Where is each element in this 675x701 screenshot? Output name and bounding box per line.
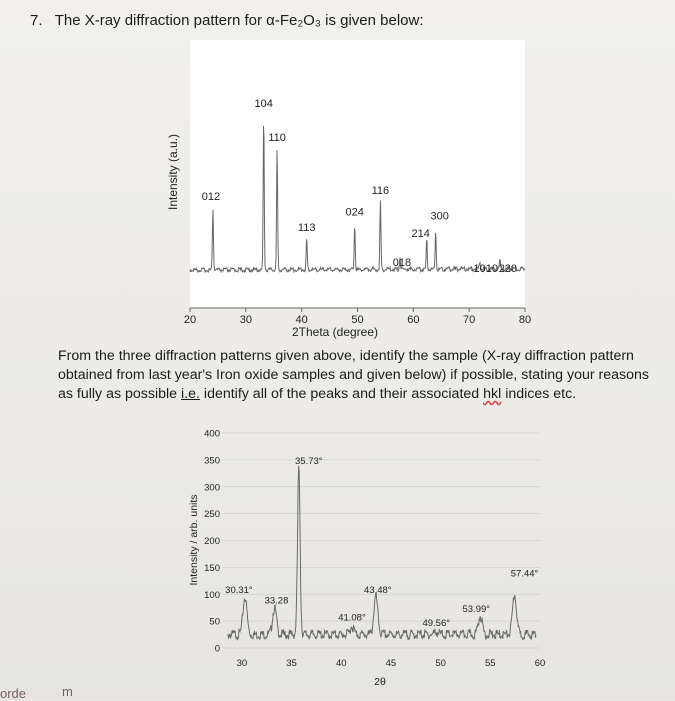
chart2-peak-label: 35.73° xyxy=(295,455,323,467)
chart2-x-tick-label: 40 xyxy=(335,658,347,669)
question-number: 7. xyxy=(30,12,43,29)
chart2-y-tick-label: 100 xyxy=(204,589,220,601)
body-ie: i.e. xyxy=(181,386,200,402)
chart2-x-axis-label: 2θ xyxy=(374,676,386,688)
body-hkl: hkl xyxy=(483,386,502,402)
edge-text-left: orde xyxy=(0,686,27,701)
chart2-y-axis-label: Intensity / arb. units xyxy=(188,494,200,586)
chart2-x-tick-label: 35 xyxy=(286,658,297,669)
chart2-peak-label: 57.44° xyxy=(510,568,539,580)
body-part2: identify all of the peaks and their associated xyxy=(199,386,484,402)
chart1-peak-label: 113 xyxy=(297,222,316,234)
chart2-x-tick-label: 30 xyxy=(236,658,248,669)
chart1-x-tick-label: 20 xyxy=(183,314,197,326)
chart2-peak-label: 30.31° xyxy=(225,584,253,596)
chart1-peak-label: 018 xyxy=(392,257,412,269)
chart2-y-tick-label: 300 xyxy=(204,482,220,494)
chart1-peak-label: 300 xyxy=(430,210,449,223)
chart2-peak-label: 33.28 xyxy=(264,595,289,607)
chart2-y-tick-label: 400 xyxy=(204,428,220,440)
chart2-y-tick-label: 50 xyxy=(209,616,220,628)
chart1-peak-label: 012 xyxy=(201,191,221,203)
chart1-peak-label: 220 xyxy=(498,263,518,275)
chart2-y-tick-label: 350 xyxy=(204,455,220,467)
chart1-x-tick-label: 40 xyxy=(295,314,308,326)
edge-text-mid: m xyxy=(62,684,73,699)
chart2-x-tick-label: 55 xyxy=(485,658,496,669)
chart1-peak-label: 1010 xyxy=(473,263,499,275)
chart2-x-tick-label: 60 xyxy=(534,658,546,669)
chart2-peak-label: 41.08° xyxy=(338,612,366,624)
chart2-y-tick-label: 150 xyxy=(204,562,220,574)
chart1-x-tick-label: 60 xyxy=(407,314,420,326)
chart1-peak-label: 214 xyxy=(411,228,430,240)
question-title-text: The X-ray diffraction pattern for α-Fe₂O₃ is given below: xyxy=(54,12,424,29)
chart2-y-tick-label: 200 xyxy=(204,536,220,547)
chart1-x-axis-label: 2Theta (degree) xyxy=(291,325,379,339)
chart1-peak-label: 104 xyxy=(254,98,273,110)
chart2-peak-label: 43.48° xyxy=(364,584,392,596)
chart1-peak-label: 024 xyxy=(345,206,364,219)
chart2-x-tick-label: 45 xyxy=(385,658,397,669)
body-part3: indices etc. xyxy=(501,386,577,402)
chart1-peak-label: 110 xyxy=(268,132,286,145)
chart2-peak-label: 53.99° xyxy=(462,603,491,615)
chart2-y-tick-label: 0 xyxy=(214,643,220,655)
body-part1: From the three diffraction patterns given above, identify the sample (X-ray diffraction pattern obtained from last year's Iron oxide samples and given below) if possible, stating your reasons as fully as possible xyxy=(58,348,650,402)
chart2-x-tick-label: 50 xyxy=(435,658,446,669)
chart1-y-axis-label: Intensity (a.u.) xyxy=(166,133,180,211)
chart2-peak-label: 49.56° xyxy=(422,617,451,629)
chart1-peak-label: 116 xyxy=(371,184,390,197)
chart1-x-tick-label: 50 xyxy=(351,314,364,326)
chart1-x-tick-label: 70 xyxy=(463,314,476,326)
chart1-x-tick-label: 30 xyxy=(239,314,252,326)
chart1-x-tick-label: 80 xyxy=(518,314,532,326)
chart2-y-tick-label: 250 xyxy=(204,509,220,521)
